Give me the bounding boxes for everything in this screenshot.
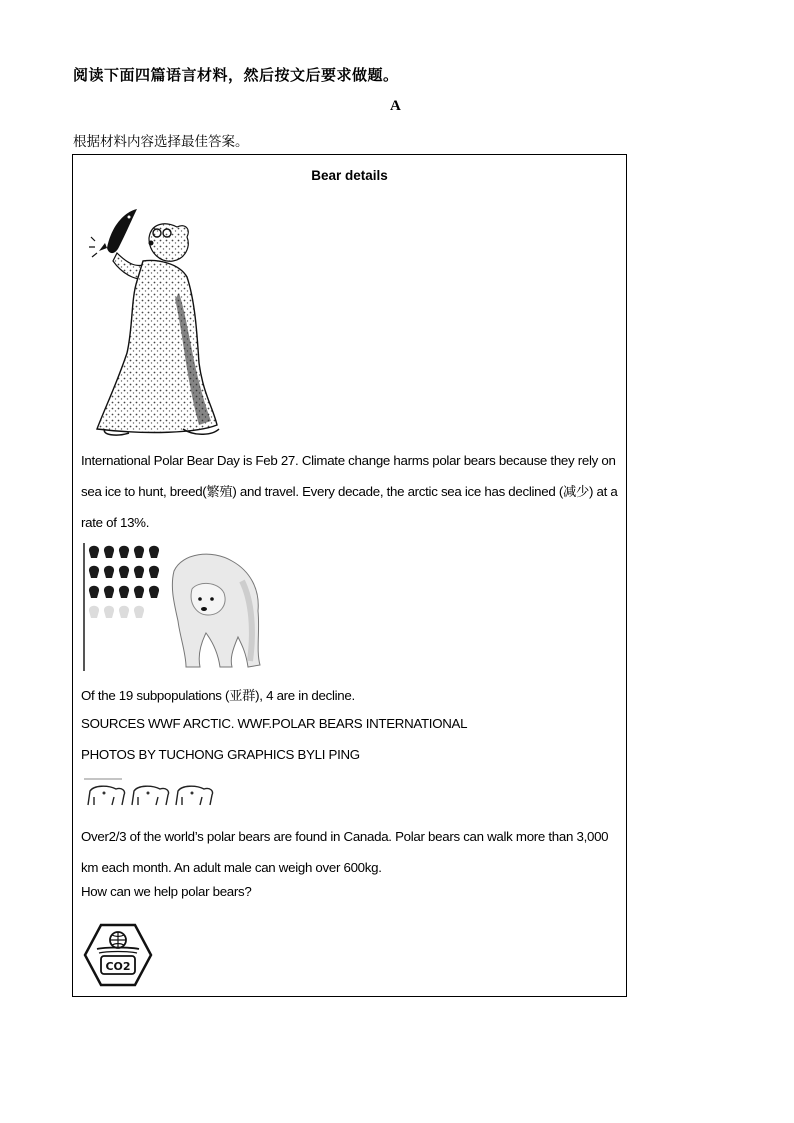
paragraph-polar-bear-day: International Polar Bear Day is Feb 27. Climate change harms polar bears because they rely on sea ice to hunt, breed(繁殖) and travel. Every decade, the arctic sea ice has declined (减少) at a rate of 13%. <box>81 453 618 530</box>
page-heading: 阅读下面四篇语言材料，然后按文后要求做题。 <box>73 66 399 84</box>
section-letter: A <box>390 98 401 114</box>
question-help-polar-bears: How can we help polar bears? <box>81 884 252 899</box>
bear-head-icon <box>119 606 129 618</box>
bear-head-icon <box>134 586 144 598</box>
bear-head-icon <box>104 546 114 558</box>
bear-head-icon <box>119 546 129 558</box>
bear-silhouettes-image <box>82 777 222 813</box>
bear-head-icon <box>134 566 144 578</box>
sources-line: SOURCES WWF ARCTIC. WWF.POLAR BEARS INTERNATIONAL <box>81 716 468 731</box>
bear-head-icon <box>89 606 99 618</box>
paragraph-subpopulations: Of the 19 subpopulations (亚群), 4 are in decline. <box>81 688 355 703</box>
cartoon-bear-with-fish-image <box>87 203 227 438</box>
co2-globe-icon <box>83 923 153 987</box>
co2-label: CO2 <box>105 960 131 973</box>
bear-head-icon <box>149 546 159 558</box>
bear-head-icon <box>104 566 114 578</box>
bear-head-icon <box>134 606 144 618</box>
bear-head-icon <box>104 606 114 618</box>
bear-head-icon <box>149 586 159 598</box>
instruction-text: 根据材料内容选择最佳答案。 <box>73 134 249 150</box>
bear-head-icon <box>119 566 129 578</box>
bear-head-icon <box>89 586 99 598</box>
photos-credit-line: PHOTOS BY TUCHONG GRAPHICS BYLI PING <box>81 747 360 762</box>
bear-head-icon <box>89 566 99 578</box>
bear-head-icon <box>104 586 114 598</box>
subpopulation-infographic-image <box>82 541 262 671</box>
article-box <box>72 154 627 997</box>
bear-head-icon <box>89 546 99 558</box>
bear-head-icon <box>134 546 144 558</box>
article-title: Bear details <box>311 168 388 183</box>
paragraph-canada-facts: Over2/3 of the world’s polar bears are found in Canada. Polar bears can walk more than 3,000 km each month. An adult male can weigh over 600kg. <box>81 829 609 875</box>
bear-head-icon <box>119 586 129 598</box>
bear-head-icon <box>149 566 159 578</box>
